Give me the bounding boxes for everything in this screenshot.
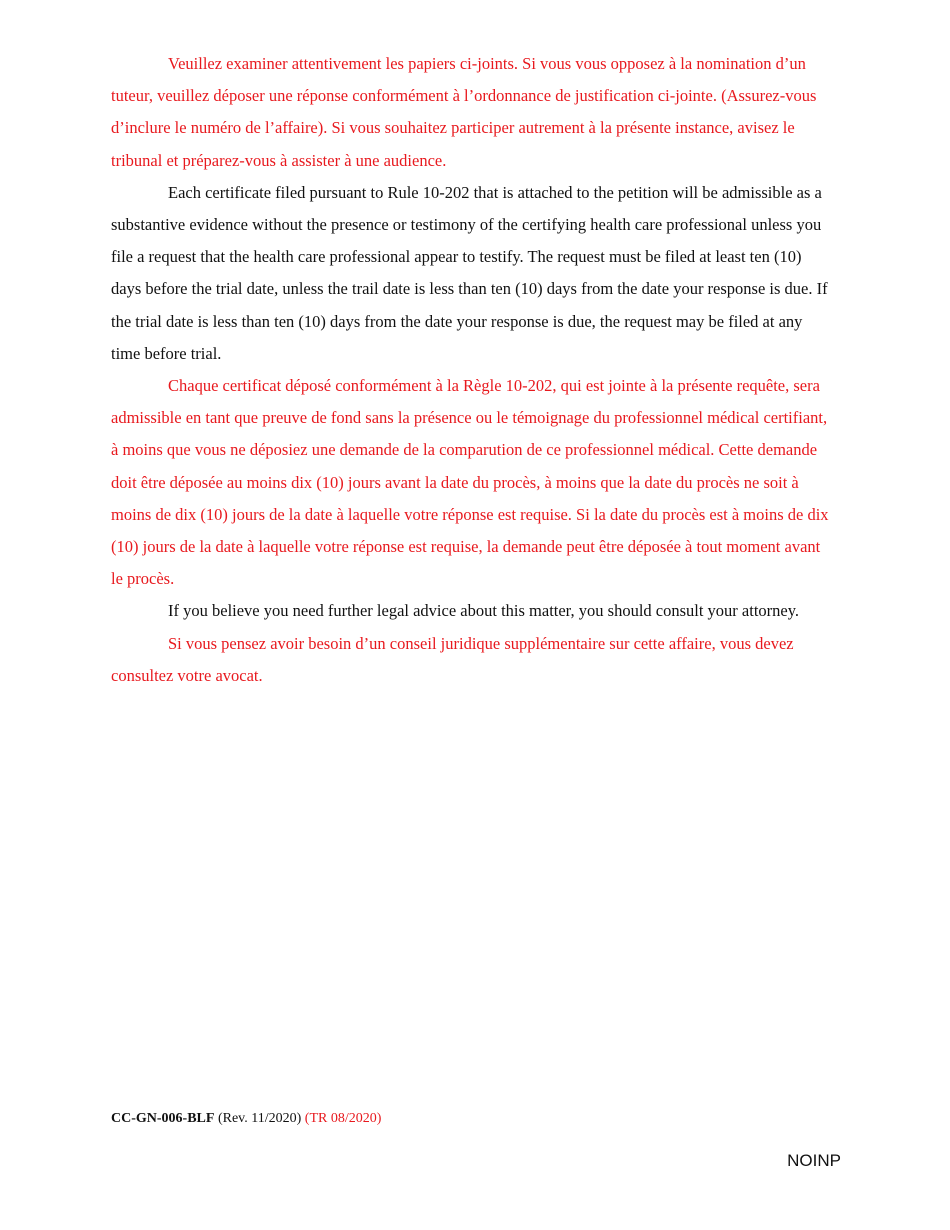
document-body bbox=[111, 48, 831, 692]
form-code: CC-GN-006-BLF bbox=[111, 1111, 215, 1126]
form-id-label: NOINP bbox=[787, 1151, 841, 1170]
paragraph-fr-legal-advice: Si vous pensez avoir besoin d’un conseil juridique supplémentaire sur cette affaire, vous devez consultez votre avocat. bbox=[111, 633, 794, 685]
translation-revision: (TR 08/2020) bbox=[304, 1111, 382, 1126]
paragraph-en-certificate-admissibility: Each certificate filed pursuant to Rule 10-202 that is attached to the petition will be admissible as a substantive evidence without the presence or testimony of the certifying health care professional unless you file a request that the health care professional appear to testify. The request must be filed at least ten (10) days before the trial date, unless the trail date is less than ten (10) days from the date your response is due. If the trial date is less than ten (10) days from the date your response is due, the request may be filed at any time before trial. bbox=[111, 182, 828, 363]
paragraph-en-legal-advice: If you believe you need further legal advice about this matter, you should consult your attorney. bbox=[168, 601, 800, 621]
paragraph-fr-certificate-admissibility: Chaque certificat déposé conformément à la Règle 10-202, qui est jointe à la présente requête, sera admissible en tant que preuve de fond sans la présence ou le témoignage du professionnel médical certifiant, à moins que vous ne déposiez une demande de la comparution de ce professionnel médical. Cette demande doit être déposée au moins dix (10) jours avant la date du procès, à moins que la date du procès ne soit à moins de dix (10) jours de la date à laquelle votre réponse est requise. Si la date du procès est à moins de dix (10) jours de la date à laquelle votre réponse est requise, la demande peut être déposée à tout moment avant le procès. bbox=[111, 376, 829, 589]
form-revision: (Rev. 11/2020) bbox=[217, 1111, 302, 1126]
paragraph-fr-opposition-notice: Veuillez examiner attentivement les papiers ci-joints. Si vous vous opposez à la nomination d’un tuteur, veuillez déposer une réponse conformément à l’ordonnance de justification ci-jointe. (Assurez-vous d’inclure le numéro de l’affaire). Si vous souhaitez participer autrement à la présente instance, avisez le tribunal et préparez-vous à assister à une audience. bbox=[111, 54, 817, 170]
form-footer bbox=[111, 1111, 381, 1127]
